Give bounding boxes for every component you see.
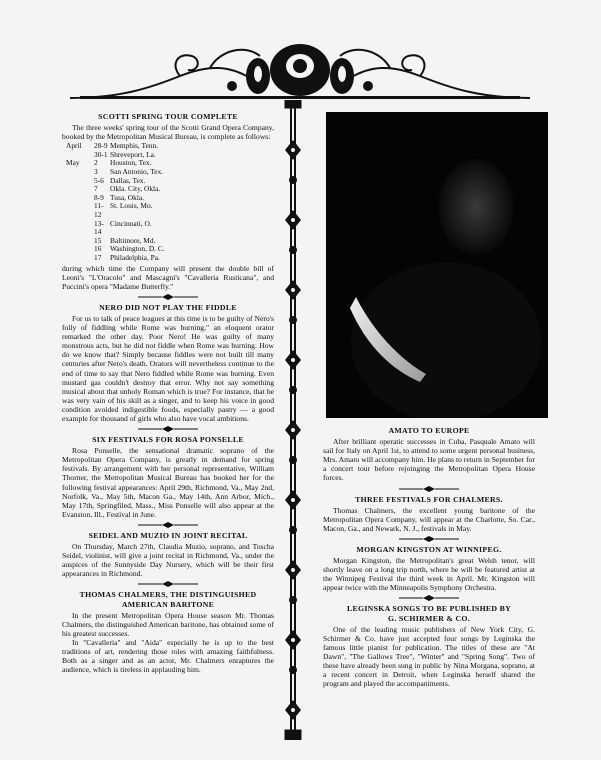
article-heading: THREE FESTIVALS FOR CHALMERS. bbox=[355, 494, 503, 504]
schedule-dates: 30-1 bbox=[94, 149, 108, 159]
article-body: On Thursday, March 27th, Claudia Muzio, soprano, and Toscha Seidel, violinist, will give a joint recital in Richmond, Va., under the auspices of the Sunnyside Day Nursery, which will be their first appearances in Richmond. bbox=[62, 542, 274, 579]
schedule-month bbox=[66, 168, 94, 177]
schedule-city: Philadelphia, Pa. bbox=[110, 253, 160, 262]
tour-schedule bbox=[66, 142, 274, 262]
article-ponselle bbox=[62, 435, 274, 519]
right-column bbox=[323, 426, 535, 688]
section-separator bbox=[62, 423, 274, 435]
article-heading: SIX FESTIVALS FOR ROSA PONSELLE bbox=[92, 435, 244, 445]
schedule-dates: 16 bbox=[94, 244, 102, 254]
schedule-month bbox=[66, 254, 94, 263]
article-outro: during which time the Company will present the double bill of Leoni's "L'Oracolo" and Mascagni's "Cavalleria Rusticana", and Puccini's opera "Madame Butterfly." bbox=[62, 263, 274, 291]
article-leginska bbox=[323, 604, 535, 688]
article-body: In "Cavalleria" and "Aida" especially he is up to the best traditions of art, rendering those roles with amazing faithfulness. Both as a singer and as an actor, Mr. Chalmers enraptures the audience, which is tireless in applauding him. bbox=[62, 637, 274, 675]
schedule-city: Dallas, Tex. bbox=[110, 175, 146, 185]
article-kingston bbox=[323, 545, 535, 592]
schedule-dates: 11-12 bbox=[94, 201, 104, 220]
section-separator bbox=[62, 291, 274, 303]
schedule-month: May bbox=[66, 158, 80, 168]
schedule-city: St. Louis, Mo. bbox=[110, 201, 153, 211]
top-ornament bbox=[60, 36, 540, 106]
article-heading: THOMAS CHALMERS, THE DISTINGUISHED bbox=[79, 590, 257, 600]
section-separator bbox=[323, 483, 535, 495]
article-body: For us to talk of peace leagues at this time is to be guilty of Nero's folly of fiddling while Rome was burning," an eloquent orator remarked the other day. Poor Nero! He was guilty of many monstrous acts, but he did not fiddle when Rome was burning. How do we know that? Simply because fiddles were not built till many centuries after Nero's death. Orators will nevertheless continue to the end of time to say that Nero fiddled while Rome was burning. Even mustard gas couldn't destroy that error. Why not say something musical about that unholy Roman which is true? For instance, that he was very vain of his skill as a singer, and to keep his voice in good condition avoided indigestible foods, especially pastry — a good example for thousand of girls who also have vocal ambitions. bbox=[62, 313, 274, 423]
schedule-dates: 28-9 bbox=[94, 141, 108, 151]
schedule-city: Baltimore, Md. bbox=[110, 235, 156, 245]
schedule-dates: 7 bbox=[94, 184, 98, 194]
article-scotti bbox=[62, 112, 274, 291]
article-chalmers bbox=[62, 590, 274, 674]
schedule-month bbox=[66, 177, 94, 186]
schedule-city: Cincinnati, O. bbox=[110, 218, 152, 228]
article-subheading: AMERICAN BARITONE bbox=[121, 599, 215, 609]
article-chalmers-festivals bbox=[323, 495, 535, 533]
schedule-city: Washington, D. C. bbox=[110, 244, 165, 254]
schedule-month bbox=[66, 245, 94, 254]
schedule-dates: 15 bbox=[94, 235, 102, 245]
article-heading: AMATO TO EUROPE bbox=[388, 426, 470, 435]
schedule-dates: 2 bbox=[94, 158, 98, 168]
schedule-city: Houston, Tex. bbox=[110, 158, 152, 168]
schedule-city: Shreveport, La. bbox=[110, 149, 156, 159]
schedule-dates: 17 bbox=[94, 253, 102, 262]
article-heading: SCOTTI SPRING TOUR COMPLETE bbox=[98, 112, 238, 121]
schedule-city: Memphis, Tenn. bbox=[110, 141, 158, 151]
section-separator bbox=[62, 578, 274, 590]
section-separator bbox=[323, 533, 535, 545]
section-separator bbox=[323, 592, 535, 604]
schedule-dates: 13-14 bbox=[94, 218, 104, 237]
article-heading: MORGAN KINGSTON AT WINNIPEG. bbox=[356, 544, 502, 554]
article-body: After brilliant operatic successes in Cuba, Pasquale Amato will sail for Italy on April 1st, to attend to some urgent personal business, Mrs. Amato will accompany him. He plans to return in September for a concert tour before rejoinging the Metropolitan Opera House forces. bbox=[323, 437, 535, 483]
article-body: Rosa Ponselle, the sensational dramatic soprano of the Metropolitan Opera Company, is greatly in demand for spring festivals. By arrangement with her personal representative, William Thorner, the Metropolitan Musical Bureau has booked her for the following festival appearances: April 29th, Richmond, Va., May 2nd, Norfolk, Va., May 5th, Macon Ga., May 14th, Ann Arbor, Mich., May 17th, Springfiled, Mass., Miss Ponselle will also appear at the Evanston, Ill., Festival in June. bbox=[62, 446, 274, 519]
left-column bbox=[62, 112, 274, 674]
article-body: In the present Metropolitan Opera House season Mr. Thomas Chalmers, the distinguished American baritone, has obtained some of his greatest successes. bbox=[62, 610, 274, 638]
article-body: Morgan Kingston, the Metropolitan's great Welsh tenor, will shortly leave on a long trip north, where he will be featured artist at the Winnipeg Festival the third week in April. Mr. Kingston will appear twice with the Minneapolis Symphony Orchestra. bbox=[323, 556, 535, 593]
article-intro: The three weeks' spring tour of the Scotti Grand Opera Company, booked by the Metropolitan Musical Bureau, is complete as follows: bbox=[62, 123, 274, 142]
schedule-dates: 8-9 bbox=[94, 192, 104, 202]
article-body: One of the leading music publishers of New York City, G. Schirmer & Co. have just accepted four songs by Leginska the famous little pianist for publication. The titles of these are "At Dawn", "The Gallows Tree", "Winter" and "Spring Song". Two of these have already been sung in public by Nina Morgana, soprano, at a recent concert in Detroit, when Leginska herself shared the program and played the accompaniments. bbox=[323, 624, 535, 689]
schedule-month bbox=[66, 202, 94, 219]
schedule-month bbox=[66, 194, 94, 203]
schedule-dates: 3 bbox=[94, 167, 98, 177]
portrait-photo bbox=[326, 112, 548, 418]
column-divider-ornament bbox=[281, 100, 305, 740]
schedule-month: April bbox=[66, 141, 82, 151]
article-heading: SEIDEL AND MUZIO IN JOINT RECITAL bbox=[88, 530, 248, 540]
portrait-image bbox=[326, 112, 548, 418]
article-amato bbox=[323, 426, 535, 483]
article-nero bbox=[62, 303, 274, 423]
section-separator bbox=[62, 519, 274, 531]
schedule-dates: 5-6 bbox=[94, 175, 104, 185]
schedule-month bbox=[66, 185, 94, 194]
article-heading: NERO DID NOT PLAY THE FIDDLE bbox=[99, 302, 237, 312]
schedule-month bbox=[66, 237, 94, 246]
schedule-city: Okla. City, Okla. bbox=[110, 184, 161, 194]
article-body: Thomas Chalmers, the excellent young baritone of the Metropolitan Opera Company, will appear at the Charlotte, So. Car., Macon, Ga., and Newark, N. J., festivals in May. bbox=[323, 505, 535, 533]
schedule-city: Tusa, Okla. bbox=[110, 192, 145, 202]
schedule-month bbox=[66, 220, 94, 237]
article-seidel bbox=[62, 531, 274, 578]
article-subheading: G. SCHIRMER & CO. bbox=[388, 613, 470, 623]
article-heading: LEGINSKA SONGS TO BE PUBLISHED BY bbox=[346, 604, 512, 614]
schedule-city: San Antonio, Tex. bbox=[110, 167, 164, 177]
